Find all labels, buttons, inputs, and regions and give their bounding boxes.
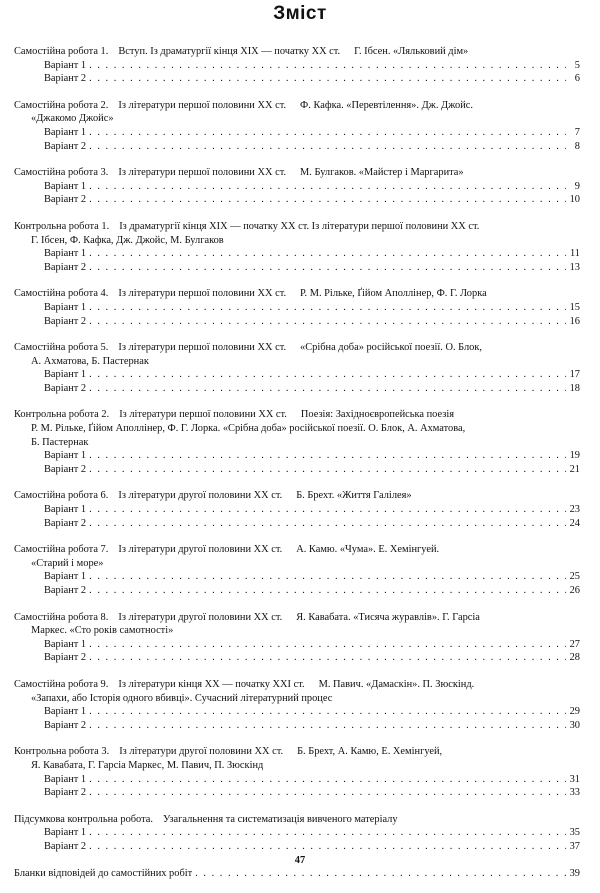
heading-text: Із літератури першої половини XX ст. [118,342,287,354]
entry-page-number: 7 [574,126,580,138]
heading-text: Г. Ібсен. «Ляльковий дім» [354,46,469,57]
toc-entry[interactable] [14,503,580,517]
toc-entry[interactable] [14,126,580,140]
toc-section [14,408,580,476]
entry-page-number: 9 [574,180,580,192]
toc-entry[interactable] [14,517,580,531]
dot-leader [89,126,566,140]
section-heading-line [14,355,580,369]
dot-leader [89,840,566,854]
work-type-label: Контрольна робота 3. [14,746,110,758]
toc-entry[interactable] [14,840,580,854]
toc-section [14,489,580,530]
entry-label: Варіант 2 [44,140,87,152]
heading-text: Б. Брехт. «Життя Галілея» [296,490,412,502]
entry-label: Варіант 1 [44,248,87,260]
work-type-label: Самостійна робота 8. [14,611,109,623]
section-heading-line [14,166,580,180]
entry-page-number: 23 [569,504,580,516]
section-heading-line [14,557,580,571]
toc-entry[interactable] [14,382,580,396]
dot-leader [89,705,566,719]
section-heading-line [14,287,580,301]
heading-text: Із літератури другої половини XX ст. [119,746,284,758]
dot-leader [89,180,566,194]
section-heading-line [14,543,580,557]
toc-entry[interactable] [14,72,580,86]
toc-section [14,867,580,881]
toc-entry[interactable] [14,773,580,787]
entry-label: Варіант 2 [44,517,87,529]
entry-page-number: 5 [574,59,580,71]
entry-label: Варіант 1 [44,59,87,71]
entry-page-number: 16 [569,315,580,327]
toc-entry[interactable] [14,180,580,194]
heading-text: Із літератури другої половини XX ст. [118,490,283,502]
heading-text: А. Ахматова, Б. Пастернак [31,355,149,367]
entry-label: Варіант 1 [44,773,87,785]
heading-text: Р. М. Рільке, Ґійом Аполлінер, Ф. Г. Лорка. «Срібна доба» російської поезії. О. Блок, А. Ахматова, [31,423,466,435]
dot-leader [89,247,566,261]
entry-label: Варіант 2 [44,787,87,799]
entry-label: Варіант 1 [44,706,87,718]
work-type-label: Самостійна робота 4. [14,288,109,300]
entry-label: Варіант 1 [44,180,87,192]
toc-entry[interactable] [14,786,580,800]
entry-page-number: 21 [569,463,580,475]
entry-label: Бланки відповідей до самостійних робіт [14,867,193,879]
page-number: 47 [294,855,306,866]
dot-leader [89,638,566,652]
entry-label: Варіант 2 [44,315,87,327]
dot-leader [89,72,566,86]
entry-label: Варіант 2 [44,194,87,206]
section-heading-line [14,759,580,773]
section-heading-line [14,408,580,422]
dot-leader [89,301,566,315]
entry-page-number: 11 [569,248,580,260]
dot-leader [89,719,566,733]
toc-section [14,287,580,328]
toc-entry[interactable] [14,193,580,207]
dot-leader [89,517,566,531]
heading-text: Із літератури другої половини XX ст. [118,611,283,623]
work-type-label: Самостійна робота 2. [14,99,109,111]
entry-label: Варіант 2 [44,585,87,596]
heading-text: Із літератури першої половини XX ст. [119,409,287,421]
toc-section [14,543,580,597]
entry-page-number: 31 [569,773,580,785]
heading-text: Р. М. Рільке, Ґійом Аполлінер, Ф. Г. Лорка [300,288,487,300]
section-heading-line [14,489,580,503]
dot-leader [89,570,566,584]
toc-entry[interactable] [14,584,580,598]
toc-entry[interactable] [14,261,580,275]
heading-text: Із літератури першої половини XX ст. [118,288,287,300]
dot-leader [89,261,566,275]
entry-page-number: 19 [569,450,580,462]
section-heading-line [14,341,580,355]
entry-page-number: 18 [569,382,580,394]
section-heading-line [14,611,580,625]
dot-leader [89,140,566,154]
entry-page-number: 37 [569,840,580,852]
heading-text: Ф. Кафка. «Перевтілення». Дж. Джойс. [300,99,474,111]
dot-leader [89,368,566,382]
entry-page-number: 35 [569,827,580,839]
toc-section [14,611,580,665]
entry-page-number: 29 [569,706,580,718]
heading-text: Г. Ібсен, Ф. Кафка, Дж. Джойс, М. Булгаков [31,234,224,246]
section-heading-line [14,234,580,248]
work-type-label: Самостійна робота 5. [14,342,109,354]
entry-page-number: 27 [569,638,580,650]
heading-text: Узагальнення та систематизація вивченого матеріалу [162,813,398,825]
heading-text: Із драматургії кінця XIX — початку XX ст. Із літератури першої половини XX ст. [119,220,480,232]
work-type-label: Самостійна робота 6. [14,490,109,502]
entry-label: Варіант 1 [44,450,87,462]
heading-text: Я. Кавабата. «Тисяча журавлів». Г. Гарсіа [296,611,480,623]
work-type-label: Контрольна робота 1. [14,220,110,232]
entry-label: Варіант 2 [44,382,87,394]
entry-page-number: 39 [569,867,580,879]
section-heading-line [14,813,580,827]
dot-leader [89,503,566,517]
dot-leader [89,584,566,598]
entry-label: Варіант 2 [44,73,87,85]
entry-label: Варіант 1 [44,571,87,583]
dot-leader [89,773,566,787]
toc-section [14,99,580,153]
toc-entry[interactable] [14,638,580,652]
heading-text: Б. Брехт, А. Камю, Е. Хемінгуей, [297,746,443,758]
toc-section [14,745,580,799]
toc-entry[interactable] [14,315,580,329]
dot-leader [89,786,566,800]
heading-text: Із літератури першої половини XX ст. [118,99,287,111]
dot-leader [89,826,566,840]
section-heading-line [14,692,580,706]
section-heading-line [14,745,580,759]
work-type-label: Самостійна робота 1. [14,46,109,57]
page-title: Зміст [273,3,327,24]
section-heading-line [14,99,580,113]
section-heading-line [14,422,580,436]
toc-entry[interactable] [14,867,580,881]
entry-label: Варіант 2 [44,652,87,664]
entry-label: Варіант 2 [44,719,87,731]
toc-entry[interactable] [14,368,580,382]
dot-leader [89,651,566,665]
heading-text: «Срібна доба» російської поезії. О. Блок, [300,342,482,354]
toc-section [14,166,580,207]
dot-leader [89,449,566,463]
heading-text: Маркес. «Сто років самотності» [31,625,174,637]
section-heading-line [14,45,580,59]
section-heading-line [14,678,580,692]
section-heading-line [14,112,580,126]
heading-text: М. Павич. «Дамаскін». П. Зюскінд. [318,678,475,690]
work-type-label: Самостійна робота 7. [14,544,109,556]
toc-entry[interactable] [14,705,580,719]
dot-leader [89,59,566,73]
heading-text: Із літератури кінця XX — початку XXI ст. [118,678,305,690]
heading-text: А. Камю. «Чума». Е. Хемінгуей. [296,544,440,556]
toc-entry[interactable] [14,301,580,315]
entry-page-number: 6 [574,73,580,85]
work-type-label: Контрольна робота 2. [14,409,110,421]
entry-page-number: 8 [574,140,580,152]
heading-text: Я. Кавабата, Г. Гарсіа Маркес, М. Павич, П. Зюскінд [31,759,264,771]
toc-section [14,45,580,86]
heading-text: «Джакомо Джойс» [31,113,114,125]
toc-entry[interactable] [14,463,580,477]
toc-section [14,220,580,274]
heading-text: Б. Пастернак [31,436,89,448]
section-heading-line [14,624,580,638]
entry-page-number: 15 [569,301,580,313]
toc-entry[interactable] [14,140,580,154]
entry-label: Варіант 2 [44,840,87,852]
entry-page-number: 26 [569,585,580,596]
work-type-label: Самостійна робота 9. [14,678,109,690]
entry-label: Варіант 1 [44,369,87,381]
entry-page-number: 28 [569,652,580,664]
entry-label: Варіант 1 [44,504,87,516]
entry-page-number: 25 [569,571,580,583]
toc-section [14,341,580,395]
toc-section [14,813,580,854]
toc-entry[interactable] [14,247,580,261]
work-type-label: Підсумкова контрольна робота. [14,813,153,825]
toc-entry[interactable] [14,449,580,463]
heading-text: «Старий і море» [31,557,104,569]
heading-text: Із літератури першої половини XX ст. [118,167,287,179]
toc-entry[interactable] [14,59,580,73]
work-type-label: Самостійна робота 3. [14,167,109,179]
table-of-contents [14,45,580,893]
entry-label: Варіант 2 [44,463,87,475]
heading-text: Поезія: Західноєвропейська поезія [300,409,454,421]
section-heading-line [14,220,580,234]
entry-page-number: 10 [569,194,580,206]
dot-leader [89,315,566,329]
heading-text: «Запахи, або Історія одного вбивці». Сучасний літературний процес [31,692,333,704]
entry-label: Варіант 2 [44,261,87,273]
toc-entry[interactable] [14,719,580,733]
toc-entry[interactable] [14,570,580,584]
entry-page-number: 13 [569,261,580,273]
entry-label: Варіант 1 [44,827,87,839]
entry-page-number: 17 [569,369,580,381]
dot-leader [89,463,566,477]
entry-label: Варіант 1 [44,301,87,313]
toc-entry[interactable] [14,826,580,840]
entry-page-number: 24 [569,517,580,529]
toc-entry[interactable] [14,651,580,665]
dot-leader [195,867,566,881]
dot-leader [89,382,566,396]
entry-label: Варіант 1 [44,638,87,650]
entry-label: Варіант 1 [44,126,87,138]
entry-page-number: 33 [569,787,580,799]
dot-leader [89,193,566,207]
heading-text: Вступ. Із драматургії кінця XIX — початку XX ст. [118,46,341,57]
section-heading-line [14,436,580,450]
heading-text: М. Булгаков. «Майстер і Маргарита» [300,167,464,179]
entry-page-number: 30 [569,719,580,731]
heading-text: Із літератури другої половини XX ст. [118,544,283,556]
toc-section [14,678,580,732]
